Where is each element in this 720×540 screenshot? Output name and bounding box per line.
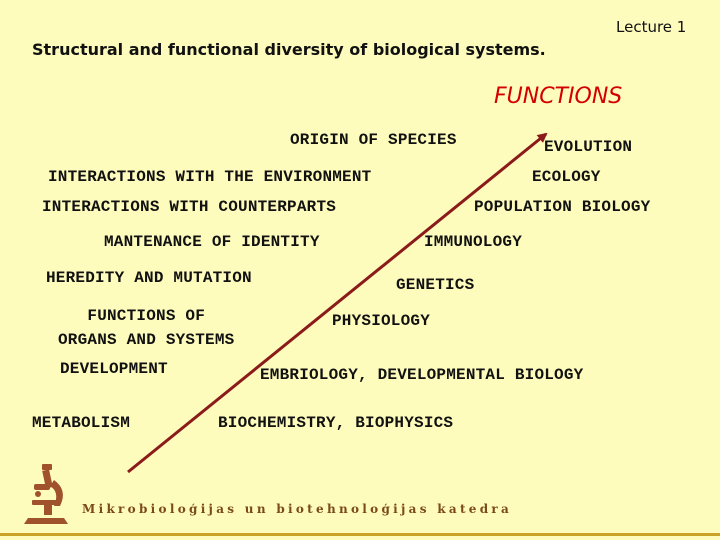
science-evolution: EVOLUTION	[544, 138, 633, 156]
function-metabolism: METABOLISM	[32, 414, 131, 432]
function-organs-systems: FUNCTIONS OF ORGANS AND SYSTEMS	[58, 307, 235, 349]
science-embriology: EMBRIOLOGY, DEVELOPMENTAL BIOLOGY	[260, 366, 584, 384]
function-maintenance-identity: MANTENANCE OF IDENTITY	[104, 233, 320, 251]
lecture-number: Lecture 1	[616, 18, 687, 36]
function-heredity-mutation: HEREDITY AND MUTATION	[46, 269, 252, 287]
science-population-biology: POPULATION BIOLOGY	[474, 198, 651, 216]
science-ecology: ECOLOGY	[532, 168, 601, 186]
department-name: Mikrobioloģijas un biotehnoloģijas katedra	[82, 502, 513, 516]
microscope-icon	[24, 462, 72, 528]
science-immunology: IMMUNOLOGY	[424, 233, 523, 251]
footer-divider	[0, 533, 720, 536]
science-genetics: GENETICS	[396, 276, 475, 294]
functions-heading: FUNCTIONS	[494, 84, 623, 109]
slide-title: Structural and functional diversity of biological systems.	[32, 40, 546, 59]
function-interactions-counterparts: INTERACTIONS WITH COUNTERPARTS	[42, 198, 337, 216]
science-biochemistry: BIOCHEMISTRY, BIOPHYSICS	[218, 414, 454, 432]
function-development: DEVELOPMENT	[60, 360, 168, 378]
function-origin-of-species: ORIGIN OF SPECIES	[290, 131, 457, 149]
function-interactions-environment: INTERACTIONS WITH THE ENVIRONMENT	[48, 168, 372, 186]
science-physiology: PHYSIOLOGY	[332, 312, 431, 330]
